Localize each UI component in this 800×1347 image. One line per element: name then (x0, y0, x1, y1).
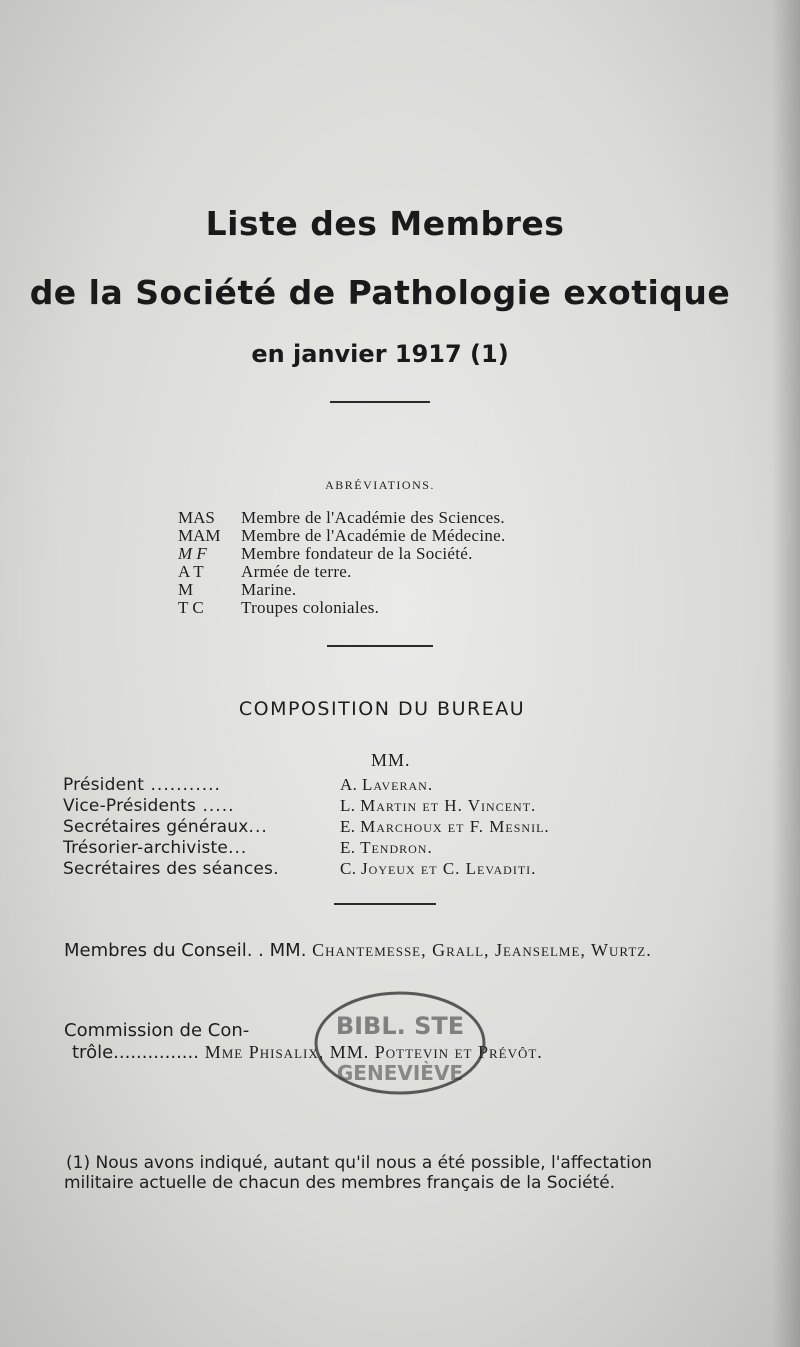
commission-line-1: Commission de Con- (64, 1020, 250, 1041)
bureau-role (63, 838, 247, 858)
bureau-holder (340, 796, 536, 816)
role-label: Président (63, 775, 145, 795)
bureau-role (63, 817, 268, 837)
holder-initial: A. (340, 775, 358, 794)
bureau-holder (340, 775, 433, 795)
holder-names: Joyeux et C. Levaditi. (361, 859, 537, 878)
council-names: Chantemesse, Grall, Jeanselme, Wurtz. (312, 940, 652, 960)
stamp-text-1: BIBL. STE (335, 1012, 465, 1040)
divider-rule (327, 645, 433, 647)
bureau-role (63, 796, 235, 816)
footnote-line-2: militaire actuelle de chacun des membres français de la Société. (64, 1173, 616, 1193)
title-line-1: Liste des Membres (205, 204, 565, 243)
abbreviation-description: Marine. (241, 580, 297, 599)
bureau-role (63, 859, 280, 879)
abbreviation-code: MAS (178, 508, 215, 527)
abbreviation-code: M F (178, 544, 207, 563)
holder-names: Laveran. (361, 775, 434, 794)
commission-label: trôle............... (72, 1042, 199, 1063)
abbreviations-heading: ABRÉVIATIONS. (325, 478, 435, 492)
bureau-mm-label: MM. (371, 750, 411, 770)
stamp-text-2: GENEVIÈVE (336, 1061, 464, 1085)
holder-names: Tendron. (360, 838, 433, 857)
role-leader-dots: . (273, 859, 280, 879)
role-label: Trésorier-archiviste (63, 838, 229, 858)
role-leader-dots: ........... (144, 775, 221, 795)
bureau-heading: COMPOSITION DU BUREAU (238, 698, 526, 720)
abbreviation-description: Armée de terre. (241, 562, 352, 581)
council-members (64, 940, 652, 961)
abbreviation-code: T C (178, 598, 204, 617)
divider-rule (334, 903, 436, 905)
bureau-holder (340, 817, 550, 837)
abbreviation-description: Membre de l'Académie des Sciences. (241, 508, 505, 527)
role-leader-dots: ... (248, 817, 268, 837)
footnote-line-1: (1) Nous avons indiqué, autant qu'il nous a été possible, l'affectation (66, 1153, 653, 1173)
role-label: Secrétaires des séances (63, 859, 274, 879)
abbreviation-code: M (178, 580, 194, 599)
commission-names: Mme Phisalix, MM. Pottevin et Prévôt. (204, 1042, 543, 1062)
abbreviation-description: Membre fondateur de la Société. (241, 544, 473, 563)
library-stamp (312, 990, 488, 1096)
abbreviation-code: MAM (178, 526, 221, 545)
title-line-2: de la Société de Pathologie exotique (29, 273, 731, 312)
abbreviation-code: A T (178, 562, 204, 581)
holder-initial: L. (340, 796, 356, 815)
role-leader-dots: ... (228, 838, 248, 858)
footnote (66, 1153, 716, 1193)
abbreviation-description: Membre de l'Académie de Médecine. (241, 526, 506, 545)
holder-initial: E. (340, 838, 356, 857)
bureau-role (63, 775, 221, 795)
holder-initial: E. (340, 817, 356, 836)
role-leader-dots: ..... (196, 796, 235, 816)
council-label: Membres du Conseil. . MM. (64, 940, 307, 961)
title-line-3: en janvier 1917 (1) (251, 340, 509, 368)
holder-names: Martin et H. Vincent. (360, 796, 537, 815)
abbreviation-description: Troupes coloniales. (241, 598, 380, 617)
role-label: Vice-Présidents (63, 796, 197, 816)
divider-rule (330, 401, 430, 403)
holder-initial: C. (340, 859, 357, 878)
bureau-holder (340, 859, 536, 879)
role-label: Secrétaires généraux (63, 817, 249, 837)
holder-names: Marchoux et F. Mesnil. (360, 817, 550, 836)
page-edge-shadow (772, 0, 800, 1347)
bureau-holder (340, 838, 433, 858)
